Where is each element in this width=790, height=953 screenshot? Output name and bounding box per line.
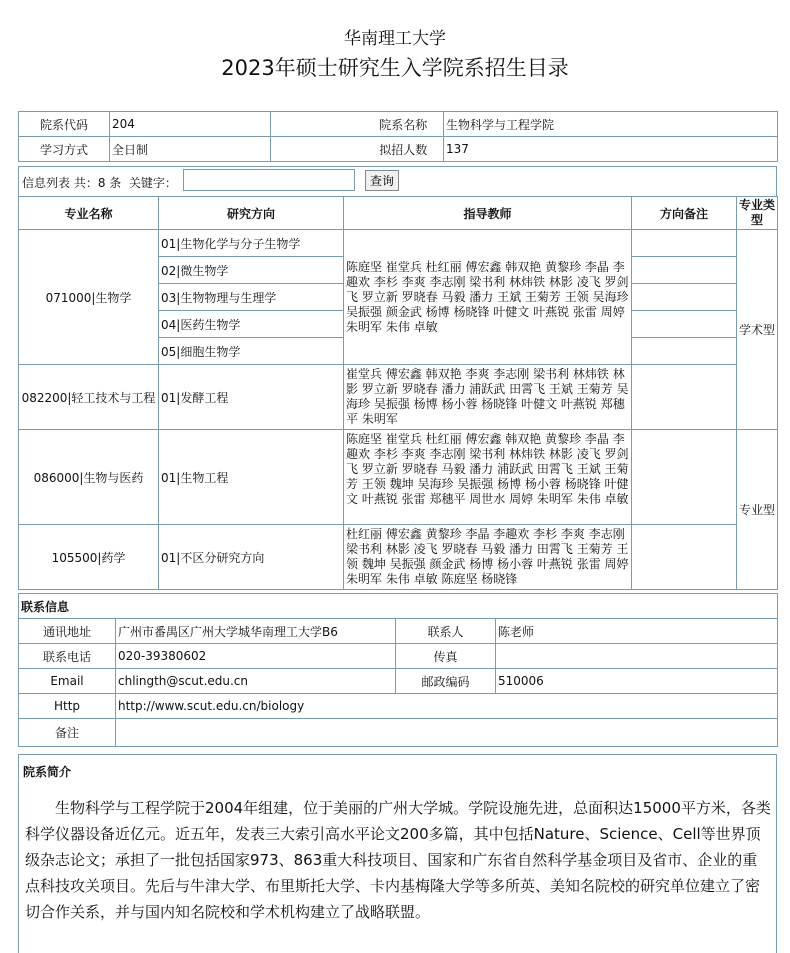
header-direction: 研究方向 — [159, 197, 344, 230]
major-name: 105500|药学 — [19, 525, 159, 590]
department-info-table — [18, 111, 778, 162]
address-label: 通讯地址 — [19, 619, 116, 644]
teachers: 崔堂兵 傅宏鑫 韩双艳 李爽 李志刚 梁书利 林炜铁 林影 罗立新 罗晓春 潘力 浦跃武 田霄飞 王斌 王菊芳 吴海珍 吴振强 杨博 杨小蓉 杨晓锋 叶健文 叶燕锐 郑穗平 朱明军 — [344, 365, 632, 430]
email-label: Email — [19, 669, 116, 694]
contact-table — [18, 593, 778, 747]
direction-note — [632, 257, 737, 284]
major-name: 086000|生物与医药 — [19, 430, 159, 525]
direction-note — [632, 230, 737, 257]
major-type: 专业型 — [737, 430, 778, 590]
list-info: 信息列表 共：8 条 关键字： — [22, 176, 177, 190]
search-button[interactable]: 查询 — [365, 170, 399, 191]
direction: 03|生物物理与生理学 — [159, 284, 344, 311]
teachers: 陈庭坚 崔堂兵 杜红丽 傅宏鑫 韩双艳 黄黎珍 李晶 李趣欢 李杉 李爽 李志刚 梁书利 林炜铁 林影 凌飞 罗剑飞 罗立新 罗晓春 马毅 潘力 浦跃武 田霄飞 王斌 王菊芳 王领 魏坤 吴海珍 吴振强 杨博 杨小蓉 杨晓锋 叶健文 叶燕锐 张雷 郑穗平 周世水 周婷 朱明军 朱伟 卓敏 — [344, 430, 632, 525]
header-teachers: 指导教师 — [344, 197, 632, 230]
mode-label: 学习方式 — [19, 137, 110, 162]
fax-label: 传真 — [396, 644, 496, 669]
name-value: 生物科学与工程学院 — [444, 112, 778, 137]
email-value[interactable]: chlingth@scut.edu.cn — [116, 669, 396, 694]
zip-value: 510006 — [496, 669, 778, 694]
note-value — [116, 719, 778, 747]
direction-note — [632, 338, 737, 365]
direction: 01|生物化学与分子生物学 — [159, 230, 344, 257]
mode-value: 全日制 — [110, 137, 271, 162]
header-note: 方向备注 — [632, 197, 737, 230]
note-label: 备注 — [19, 719, 116, 747]
code-label: 院系代码 — [19, 112, 110, 137]
page-title: 2023年硕士研究生入学院系招生目录 — [221, 56, 569, 80]
direction: 02|微生物学 — [159, 257, 344, 284]
keyword-input[interactable] — [183, 169, 355, 191]
fax-value — [496, 644, 778, 669]
major-name: 071000|生物学 — [19, 230, 159, 365]
direction-note — [632, 430, 737, 525]
contact-section-title: 联系信息 — [19, 594, 778, 619]
intro-text: 生物科学与工程学院于2004年组建，位于美丽的广州大学城。学院设施先进，总面积达15000平方米，各类科学仪器设备近亿元。近五年，发表三大索引高水平论文200多篇，其中包括Nature、Science、Cell等世界顶级杂志论文；承担了一批包括国家973、863重大科技项目、国家和广东省自然科学基金项目及省市、企业的重点科技攻关项目。先后与牛津大学、布里斯托大学、卡内基梅隆大学等多所英、美知名院校的研究单位建立了密切合作关系，并与国内知名院校和学术机构建立了战略联盟。 — [25, 799, 771, 921]
header-major: 专业名称 — [19, 197, 159, 230]
http-link[interactable]: http://www.scut.edu.cn/biology — [116, 694, 778, 719]
university-name: 华南理工大学 — [344, 29, 446, 49]
direction-note — [632, 311, 737, 338]
phone-value: 020-39380602 — [116, 644, 396, 669]
zip-label: 邮政编码 — [396, 669, 496, 694]
search-bar — [18, 166, 777, 196]
plan-label: 拟招人数 — [364, 137, 444, 162]
name-label: 院系名称 — [364, 112, 444, 137]
department-intro — [18, 754, 777, 953]
person-label: 联系人 — [396, 619, 496, 644]
phone-label: 联系电话 — [19, 644, 116, 669]
direction-note — [632, 365, 737, 430]
http-label: Http — [19, 694, 116, 719]
direction: 01|生物工程 — [159, 430, 344, 525]
address-value: 广州市番禺区广州大学城华南理工大学B6 — [116, 619, 396, 644]
major-name: 082200|轻工技术与工程 — [19, 365, 159, 430]
direction: 01|发酵工程 — [159, 365, 344, 430]
direction-note — [632, 284, 737, 311]
direction: 05|细胞生物学 — [159, 338, 344, 365]
majors-table — [18, 196, 778, 590]
teachers: 杜红丽 傅宏鑫 黄黎珍 李晶 李趣欢 李杉 李爽 李志刚 梁书利 林影 凌飞 罗晓春 马毅 潘力 田霄飞 王菊芳 王领 魏坤 吴振强 颜金武 杨博 杨小蓉 叶燕锐 张雷 周婷 朱明军 朱伟 卓敏 陈庭坚 杨晓锋 — [344, 525, 632, 590]
direction-note — [632, 525, 737, 590]
person-value: 陈老师 — [496, 619, 778, 644]
teachers: 陈庭坚 崔堂兵 杜红丽 傅宏鑫 韩双艳 黄黎珍 李晶 李趣欢 李杉 李爽 李志刚 梁书利 林炜铁 林影 凌飞 罗剑飞 罗立新 罗晓春 马毅 潘力 王斌 王菊芳 王领 吴海珍 吴振强 颜金武 杨博 杨晓锋 叶健文 叶燕锐 张雷 周婷 朱明军 朱伟 卓敏 — [344, 230, 632, 365]
code-value: 204 — [110, 112, 271, 137]
intro-title: 院系简介 — [23, 765, 72, 779]
header-type: 专业类型 — [737, 197, 778, 230]
major-type: 学术型 — [737, 230, 778, 430]
plan-value: 137 — [444, 137, 778, 162]
direction: 01|不区分研究方向 — [159, 525, 344, 590]
direction: 04|医药生物学 — [159, 311, 344, 338]
